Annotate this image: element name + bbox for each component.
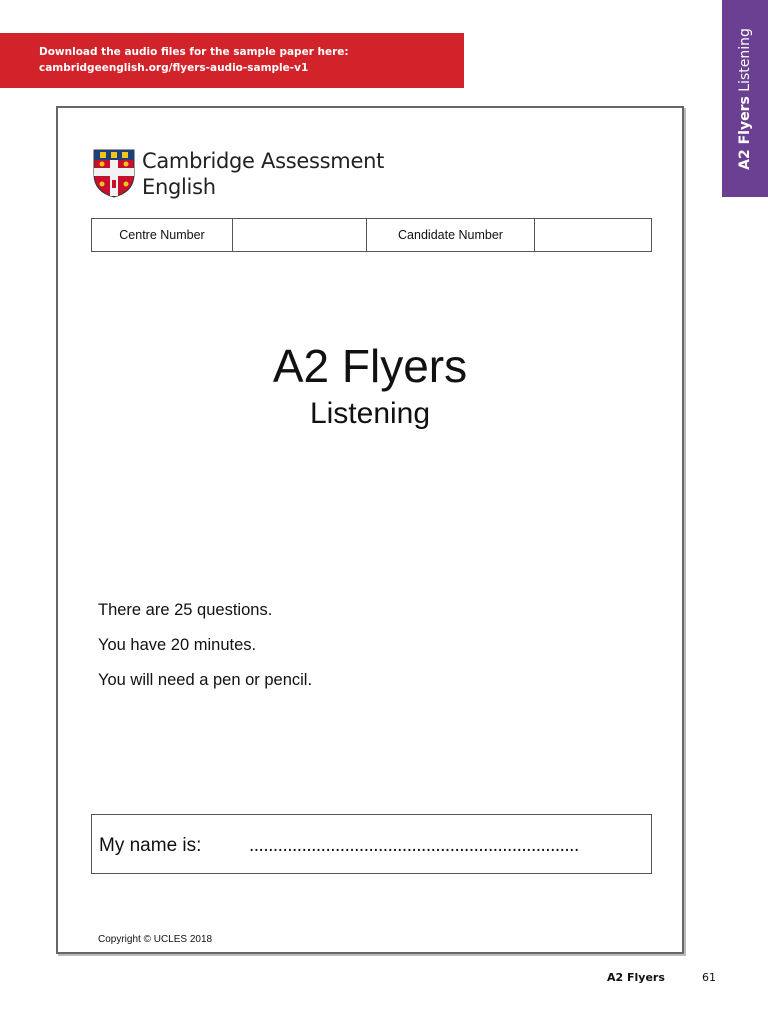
instruction-line: You will need a pen or pencil. — [98, 671, 313, 689]
banner-text: Download the audio files for the sample paper here: — [39, 46, 349, 58]
cambridge-crest-icon — [92, 148, 136, 198]
candidate-details-table — [91, 218, 652, 252]
logo-line-1: Cambridge Assessment — [142, 149, 385, 173]
footer-title: A2 Flyers — [607, 971, 665, 984]
candidate-number-field[interactable] — [535, 219, 652, 252]
page-number: 61 — [702, 971, 716, 984]
centre-number-label: Centre Number — [92, 219, 233, 252]
name-field[interactable]: ..................................................................... — [249, 835, 579, 856]
candidate-number-label: Candidate Number — [367, 219, 535, 252]
exam-cover-page — [56, 106, 684, 954]
exam-title: A2 Flyers — [272, 340, 468, 392]
logo-line-2: English — [142, 175, 216, 199]
centre-number-field[interactable] — [233, 219, 367, 252]
instruction-line: You have 20 minutes. — [98, 636, 257, 654]
exam-subtitle: Listening — [309, 397, 431, 430]
logo-wordmark — [142, 148, 384, 200]
side-tab-title: A2 Flyers — [737, 95, 753, 170]
name-box[interactable] — [91, 814, 652, 874]
side-tab-label — [737, 28, 753, 170]
copyright-notice: Copyright © UCLES 2018 — [98, 934, 213, 945]
audio-download-banner — [0, 33, 464, 88]
section-side-tab — [722, 0, 768, 197]
instructions-list — [98, 598, 312, 703]
instruction-line: There are 25 questions. — [98, 601, 273, 619]
side-tab-subtitle: Listening — [737, 27, 753, 92]
name-label: My name is: — [99, 835, 202, 856]
audio-download-link[interactable]: cambridgeenglish.org/flyers-audio-sample-v1 — [39, 62, 309, 74]
